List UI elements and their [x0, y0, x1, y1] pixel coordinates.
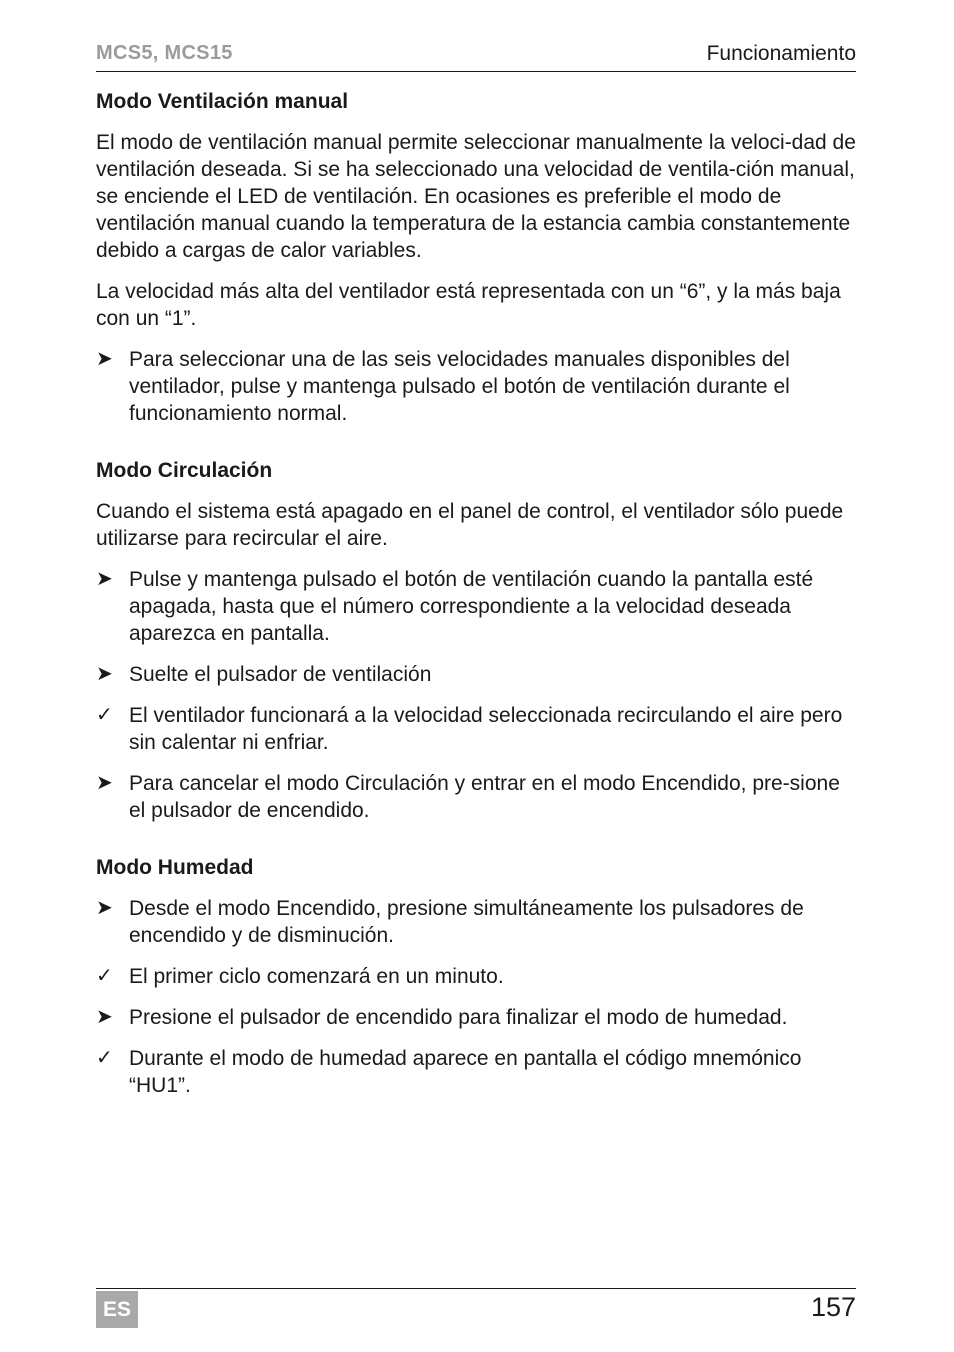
page-content	[96, 88, 858, 1113]
arrow-bullet-icon: ➤	[96, 897, 113, 919]
arrow-bullet-icon: ➤	[96, 772, 113, 794]
list-item	[96, 346, 858, 427]
arrow-bullet-icon: ➤	[96, 1006, 113, 1028]
section-title: Modo Circulación	[96, 459, 273, 482]
list-item	[96, 1004, 858, 1031]
list-item	[96, 702, 858, 756]
chapter-header: Funcionamiento	[706, 42, 856, 65]
checkmark-icon: ✓	[96, 1047, 113, 1069]
list-item-text: Para seleccionar una de las seis velocidades manuales disponibles del ventilador, pulse y mantenga pulsado el botón de ventilación durante el funcionamiento normal.	[129, 348, 790, 425]
page-number: 157	[810, 1292, 856, 1322]
list-item-text: Desde el modo Encendido, presione simultáneamente los pulsadores de encendido y de disminución.	[129, 897, 804, 947]
list-item-text: El ventilador funcionará a la velocidad seleccionada recirculando el aire pero sin calentar ni enfriar.	[129, 704, 843, 754]
header-divider	[96, 71, 856, 72]
list-item	[96, 895, 858, 949]
section-circulation	[96, 457, 858, 824]
arrow-bullet-icon: ➤	[96, 663, 113, 685]
document-model-header: MCS5, MCS15	[96, 42, 233, 64]
footer-divider	[96, 1288, 856, 1289]
paragraph: Cuando el sistema está apagado en el panel de control, el ventilador sólo puede utilizarse para recircular el aire.	[96, 500, 844, 550]
list-item	[96, 1045, 858, 1099]
list-item-text: Suelte el pulsador de ventilación	[129, 663, 432, 686]
arrow-bullet-icon: ➤	[96, 348, 113, 370]
arrow-bullet-icon: ➤	[96, 568, 113, 590]
list-item	[96, 770, 858, 824]
paragraph: La velocidad más alta del ventilador está representada con un “6”, y la más baja con un “1”.	[96, 280, 841, 330]
list-item-text: Durante el modo de humedad aparece en pantalla el código mnemónico “HU1”.	[129, 1047, 802, 1097]
list-item-text: Presione el pulsador de encendido para finalizar el modo de humedad.	[129, 1006, 788, 1029]
list-item	[96, 963, 858, 990]
section-title: Modo Humedad	[96, 856, 254, 879]
language-badge: ES	[96, 1291, 138, 1328]
list-item-text: Pulse y mantenga pulsado el botón de ventilación cuando la pantalla esté apagada, hasta que el número correspondiente a la velocidad deseada aparezca en pantalla.	[129, 568, 814, 645]
list-item	[96, 661, 858, 688]
checkmark-icon: ✓	[96, 704, 113, 726]
list-item-text: Para cancelar el modo Circulación y entrar en el modo Encendido, pre-sione el pulsador de encendido.	[129, 772, 840, 822]
section-title: Modo Ventilación manual	[96, 90, 349, 113]
paragraph: El modo de ventilación manual permite seleccionar manualmente la veloci-dad de ventilación deseada. Si se ha seleccionado una velocidad de ventila-ción manual, se enciende el LED de ventilación. En ocasiones es preferible el modo de ventilación manual cuando la temperatura de la estancia cambia constantemente debido a cargas de calor variables.	[96, 131, 856, 262]
checkmark-icon: ✓	[96, 965, 113, 987]
section-humidity	[96, 854, 858, 1099]
list-item-text: El primer ciclo comenzará en un minuto.	[129, 965, 504, 988]
section-manual-ventilation	[96, 88, 858, 427]
list-item	[96, 566, 858, 647]
